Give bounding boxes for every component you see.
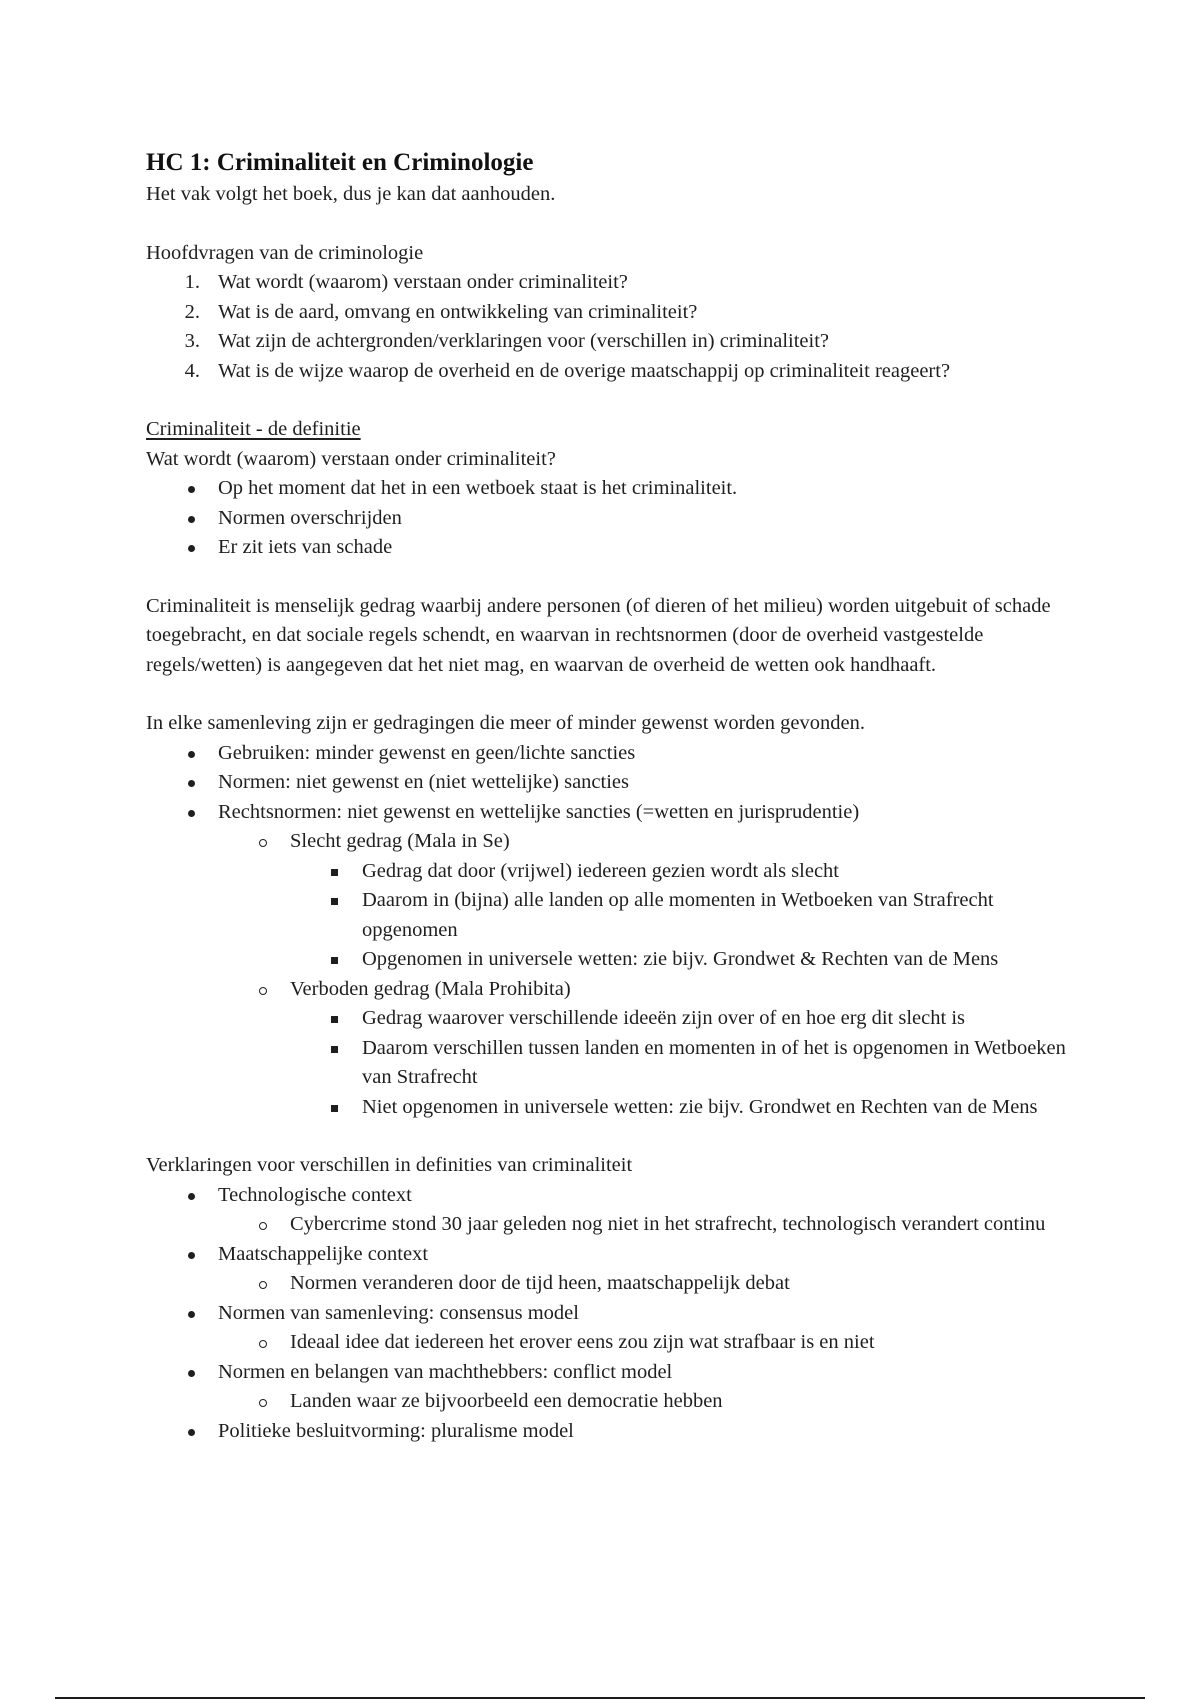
list-item: Gedrag waarover verschillende ideeën zijn over of en hoe erg dit slecht is (146, 1004, 1066, 1034)
samenleving-list (146, 739, 1066, 1123)
list-item: Rechtsnormen: niet gewenst en wettelijke sancties (=wetten en jurisprudentie) (146, 798, 1066, 828)
definitie-paragraph: Criminaliteit is menselijk gedrag waarbij andere personen (of dieren of het milieu) worden uitgebuit of schade toegebracht, en dat sociale regels schendt, en waarvan in rechtsnormen (door de overheid vastgestelde regels/wetten) is aangegeven dat het niet mag, en waarvan de overheid de wetten ook handhaaft. (146, 594, 1051, 676)
definitie-heading (146, 415, 1066, 445)
list-item: Normen overschrijden (146, 504, 1066, 534)
list-item: Er zit iets van schade (146, 533, 1066, 563)
list-item: Verboden gedrag (Mala Prohibita) (146, 975, 1066, 1005)
hoofdvragen-heading: Hoofdvragen van de criminologie (146, 241, 424, 264)
list-number: 3. (184, 330, 200, 352)
definitie-question: Wat wordt (waarom) verstaan onder criminaliteit? (146, 447, 556, 470)
list-item: Politieke besluitvorming: pluralisme model (146, 1417, 1066, 1447)
list-item (146, 268, 1066, 298)
hoofdvragen-list (146, 268, 1066, 386)
list-item: Ideaal idee dat iedereen het erover eens zou zijn wat strafbaar is en niet (146, 1328, 1066, 1358)
list-item: Landen waar ze bijvoorbeeld een democratie hebben (146, 1387, 1066, 1417)
list-item: Cybercrime stond 30 jaar geleden nog niet in het strafrecht, technologisch verandert continu (146, 1210, 1066, 1240)
list-item: Niet opgenomen in universele wetten: zie bijv. Grondwet en Rechten van de Mens (146, 1093, 1066, 1123)
list-item: Opgenomen in universele wetten: zie bijv. Grondwet & Rechten van de Mens (146, 945, 1066, 975)
list-item (146, 357, 1066, 387)
list-item: Normen van samenleving: consensus model (146, 1299, 1066, 1329)
intro-text: Het vak volgt het boek, dus je kan dat aanhouden. (146, 183, 556, 205)
list-item: Normen: niet gewenst en (niet wettelijke) sancties (146, 768, 1066, 798)
document-page (146, 146, 1066, 1446)
spacer (146, 210, 1066, 239)
list-item-text: Wat is de aard, omvang en ontwikkeling van criminaliteit? (218, 300, 698, 323)
list-item: Technologische context (146, 1181, 1066, 1211)
list-item: Daarom verschillen tussen landen en momenten in of het is opgenomen in Wetboeken van Strafrecht (146, 1034, 1066, 1093)
verklaringen-heading: Verklaringen voor verschillen in definities van criminaliteit (146, 1154, 633, 1176)
list-number: 1. (184, 271, 200, 293)
spacer (146, 386, 1066, 415)
spacer (146, 1122, 1066, 1151)
list-item: Maatschappelijke context (146, 1240, 1066, 1270)
list-item: Gedrag dat door (vrijwel) iedereen gezien wordt als slecht (146, 857, 1066, 887)
spacer (146, 680, 1066, 709)
list-item: Op het moment dat het in een wetboek staat is het criminaliteit. (146, 474, 1066, 504)
definitie-list (146, 474, 1066, 563)
list-item: Daarom in (bijna) alle landen op alle momenten in Wetboeken van Strafrecht opgenomen (146, 886, 1066, 945)
page-title: HC 1: Criminaliteit en Criminologie (146, 149, 534, 176)
samenleving-intro: In elke samenleving zijn er gedragingen die meer of minder gewenst worden gevonden. (146, 712, 865, 734)
list-number: 4. (184, 359, 200, 382)
list-item (146, 298, 1066, 328)
list-number: 2. (184, 300, 200, 323)
spacer (146, 563, 1066, 592)
page-bottom-divider (55, 1697, 1145, 1699)
list-item-text: Wat is de wijze waarop de overheid en de overige maatschappij op criminaliteit reageert? (218, 359, 951, 382)
list-item (146, 327, 1066, 357)
list-item: Normen veranderen door de tijd heen, maatschappelijk debat (146, 1269, 1066, 1299)
definitie-heading-text: Criminaliteit - de definitie (146, 418, 361, 440)
list-item: Slecht gedrag (Mala in Se) (146, 827, 1066, 857)
list-item: Normen en belangen van machthebbers: conflict model (146, 1358, 1066, 1388)
list-item: Gebruiken: minder gewenst en geen/lichte sancties (146, 739, 1066, 769)
verklaringen-list (146, 1181, 1066, 1447)
list-item-text: Wat zijn de achtergronden/verklaringen voor (verschillen in) criminaliteit? (218, 330, 830, 352)
list-item-text: Wat wordt (waarom) verstaan onder criminaliteit? (218, 271, 628, 293)
